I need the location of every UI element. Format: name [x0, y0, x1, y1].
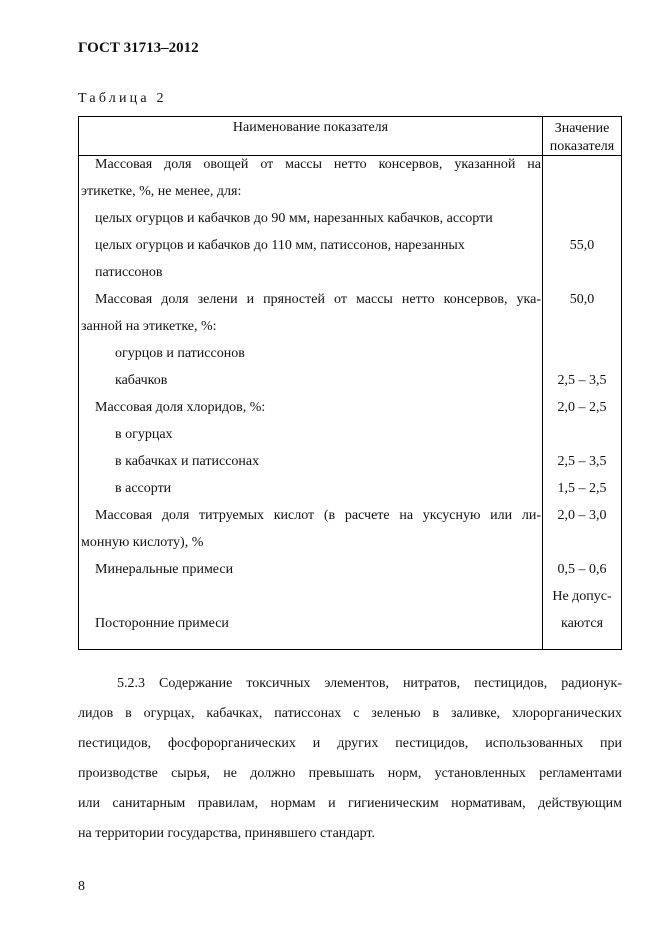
header-divider	[79, 155, 621, 156]
data-table	[78, 116, 622, 650]
table-row-text: занной на этикетке, %:	[81, 319, 217, 334]
column-header-value-line2: показателя	[549, 139, 615, 154]
table-row-text: Массовая доля титруемых кислот (в расчете на уксусную или ли-	[95, 508, 541, 523]
table-row-text: в кабачках и патиссонах	[115, 454, 260, 469]
paragraph-line: на территории государства, принявшего стандарт.	[78, 826, 375, 841]
table-row-text: в огурцах	[115, 427, 173, 442]
table-row-value: каются	[560, 616, 604, 631]
table-row-value: Не допус-	[552, 589, 612, 604]
table-row-text: целых огурцов и кабачков до 90 мм, нарезанных кабачков, ассорти	[95, 211, 493, 226]
table-row-value: 50,0	[569, 292, 595, 307]
paragraph-line: 5.2.3 Содержание токсичных элементов, нитратов, пестицидов, радионук-	[117, 676, 622, 691]
paragraph-line: производстве сырья, не должно превышать норм, установленных регламентами	[78, 766, 622, 781]
page-number: 8	[78, 879, 85, 894]
table-row-value: 1,5 – 2,5	[557, 481, 607, 496]
table-row-text: Минеральные примеси	[95, 562, 234, 577]
column-header-name: Наименование показателя	[232, 120, 389, 135]
table-row-value: 2,0 – 3,0	[557, 508, 607, 523]
table-row-value: 0,5 – 0,6	[557, 562, 607, 577]
table-row-value: 2,0 – 2,5	[557, 400, 607, 415]
table-row-text: в ассорти	[115, 481, 172, 496]
table-row-text: огурцов и патиссонов	[115, 346, 245, 361]
table-row-text: патиссонов	[95, 265, 163, 280]
table-row-text: этикетке, %, не менее, для:	[81, 184, 242, 199]
table-row-text: целых огурцов и кабачков до 110 мм, патиссонов, нарезанных	[95, 238, 465, 253]
table-caption: Таблица 2	[78, 91, 167, 106]
paragraph-line: лидов в огурцах, кабачках, патиссонах с зеленью в заливке, хлорорганических	[78, 706, 622, 721]
paragraph-line: или санитарным правилам, нормам и гигиеническим нормативам, действующим	[78, 796, 622, 811]
table-row-text: монную кислоту), %	[81, 535, 204, 550]
table-row-value: 55,0	[569, 238, 595, 253]
document-header: ГОСТ 31713–2012	[78, 40, 199, 56]
table-row-value: 2,5 – 3,5	[557, 454, 607, 469]
table-row-value: 2,5 – 3,5	[557, 373, 607, 388]
paragraph-line: пестицидов, фосфорорганических и других пестицидов, использованных при	[78, 736, 622, 751]
table-row-text: Массовая доля зелени и пряностей от массы нетто консервов, ука-	[95, 292, 541, 307]
table-row-text: кабачков	[115, 373, 168, 388]
column-header-value	[542, 120, 622, 156]
table-row-text: Посторонние примеси	[95, 616, 229, 631]
table-row-text: Массовая доля хлоридов, %:	[95, 400, 266, 415]
column-header-value-line1: Значение	[554, 121, 610, 136]
table-row-text: Массовая доля овощей от массы нетто консервов, указанной на	[95, 157, 541, 172]
